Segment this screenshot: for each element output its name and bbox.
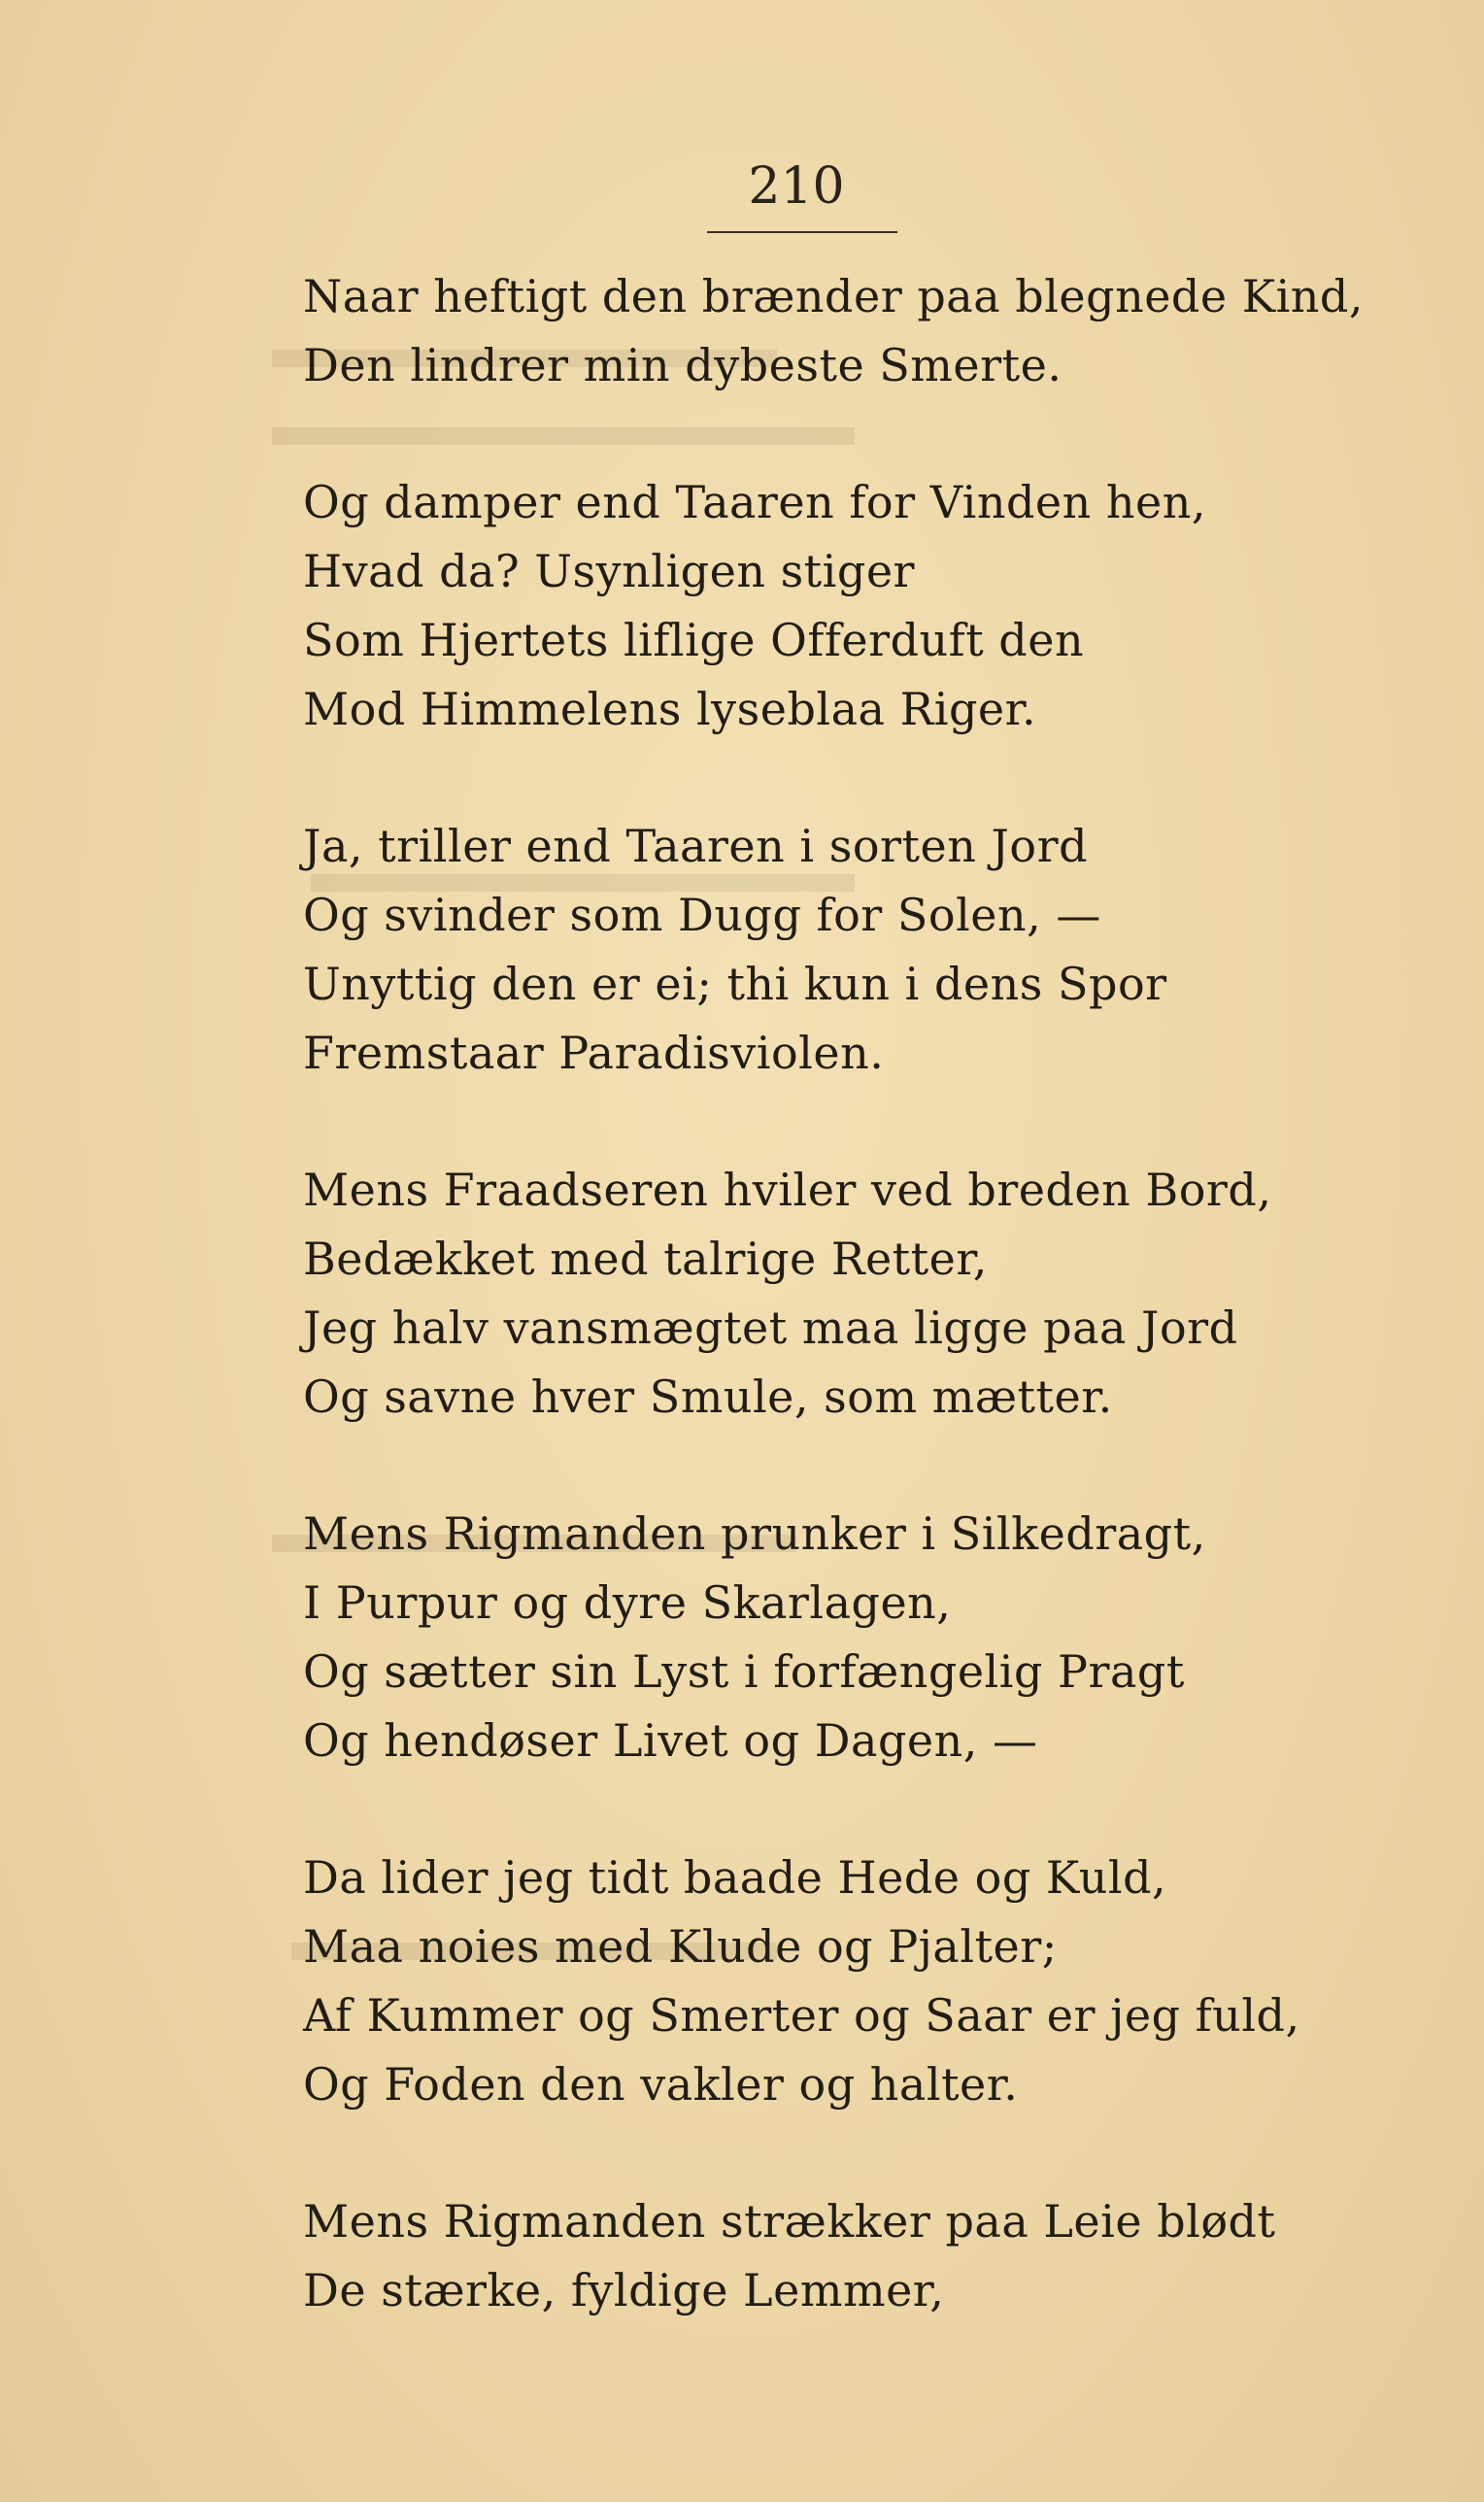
poem-line: I Purpur og dyre Skarlagen, — [303, 1576, 952, 1629]
stanza — [303, 812, 1430, 1088]
poem-line: Jeg halv vansmægtet maa ligge paa Jord — [303, 1302, 1238, 1354]
poem-line: Mens Fraadseren hviler ved breden Bord, — [303, 1164, 1272, 1216]
stanza — [303, 2187, 1430, 2325]
poem-body — [303, 262, 1430, 2393]
poem-line: Som Hjertets liflige Offerduft den — [303, 614, 1085, 666]
page-number: 210 — [748, 157, 845, 216]
poem-line: De stærke, fyldige Lemmer, — [303, 2264, 945, 2316]
poem-line: Og sætter sin Lyst i forfængelig Pragt — [303, 1645, 1185, 1698]
poem-line: Og hendøser Livet og Dagen, — — [303, 1714, 1038, 1767]
poem-line: Mens Rigmanden prunker i Silkedragt, — [303, 1507, 1206, 1560]
poem-line: Maa noies med Klude og Pjalter; — [303, 1920, 1058, 1973]
poem-line: Og damper end Taaren for Vinden hen, — [303, 476, 1206, 528]
stanza — [303, 262, 1430, 400]
poem-line: Bedækket med talrige Retter, — [303, 1233, 988, 1285]
poem-line: Hvad da? Usynligen stiger — [303, 545, 916, 597]
poem-line: Mod Himmelens lyseblaa Riger. — [303, 683, 1037, 735]
poem-line: Mens Rigmanden strækker paa Leie blødt — [303, 2195, 1276, 2248]
stanza — [303, 468, 1430, 744]
stanza — [303, 1500, 1430, 1775]
poem-line: Den lindrer min dybeste Smerte. — [303, 339, 1062, 391]
poem-line: Og savne hver Smule, som mætter. — [303, 1370, 1113, 1423]
poem-line: Fremstaar Paradisviolen. — [303, 1027, 885, 1079]
poem-line: Unyttig den er ei; thi kun i dens Spor — [303, 958, 1167, 1010]
poem-line: Og svinder som Dugg for Solen, — — [303, 889, 1101, 941]
poem-line: Da lider jeg tidt baade Hede og Kuld, — [303, 1851, 1167, 1904]
poem-line: Og Foden den vakler og halter. — [303, 2058, 1019, 2111]
poem-line: Naar heftigt den brænder paa blegnede Kind, — [303, 270, 1364, 322]
stanza — [303, 1843, 1430, 2119]
poem-line: Af Kummer og Smerter og Saar er jeg fuld, — [303, 1989, 1300, 2042]
page-number-rule — [707, 231, 897, 233]
stanza — [303, 1156, 1430, 1432]
poem-line: Ja, triller end Taaren i sorten Jord — [303, 820, 1089, 872]
